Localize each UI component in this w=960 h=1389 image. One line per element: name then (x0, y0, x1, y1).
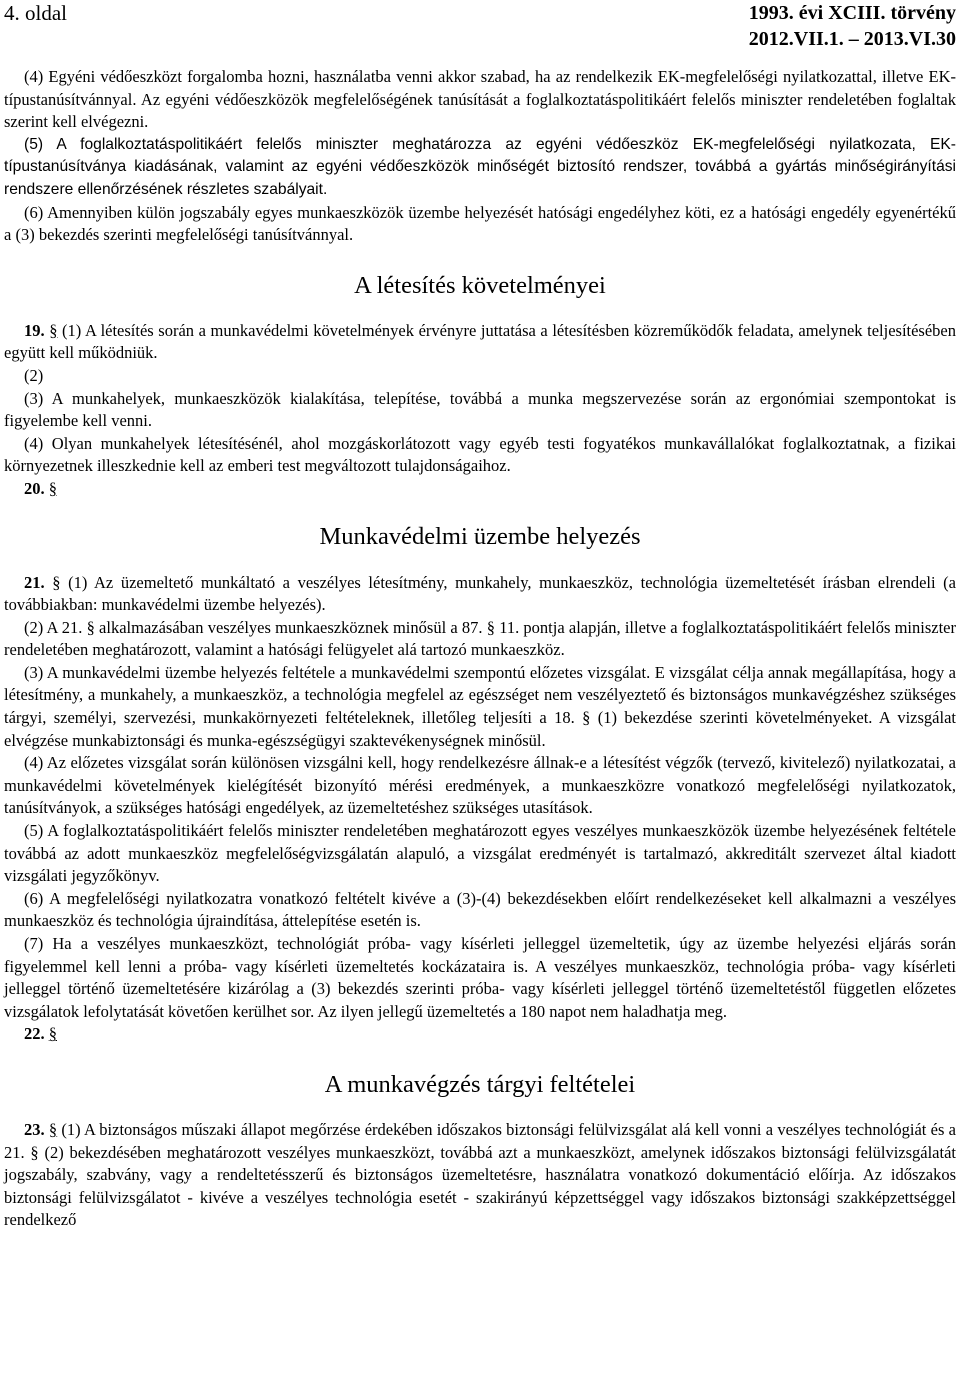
paragraph-21-2: (2) A 21. § alkalmazásában veszélyes munkaeszköznek minősül a 87. § 11. pontja alapján, illetve a foglalkoztatáspolitikáért felelős miniszter rendeletében meghatározott, valamint a hatósági felügyelet alá tartozó munkaeszköz. (4, 617, 956, 660)
law-title: 1993. évi XCIII. törvény (748, 2, 956, 24)
paragraph-19-1 (4, 320, 956, 365)
section-number-19: 19. (24, 320, 45, 340)
section-20 (4, 478, 956, 501)
paragraph-21-1 (4, 572, 956, 617)
paragraph-19-1-text: (1) A létesítés során a munkavédelmi követelmények érvényre juttatása a létesítésben közreműködők feladata, amelynek teljesítésében együtt kell működniük. (4, 320, 957, 363)
paragraph-19-2: (2) (24, 365, 44, 385)
section-22 (4, 1023, 956, 1046)
paragraph-23-1-text: (1) A biztonságos műszaki állapot megőrzése érdekében időszakos biztonsági felülvizsgálat alá kell vonni a veszélyes technológiát és a 21. § (2) bekezdésében meghatározott veszélyes munkaeszközt, továbbá azt a munkaeszközt, amelynek időszakos biztonsági felülvizsgálatát jogszabály, szabvány, vagy a rendeltetésszerű és biztonságos üzemeltetésre, használatra vonatkozó dokumentáció előírja. Az időszakos biztonsági felülvizsgálatot - kivéve a veszélyes technológia esetét - szakirányú képzettséggel vagy időszakos biztonsági szakképzettséggel rendelkező (4, 1119, 957, 1230)
paragraph-18-4: (4) Egyéni védőeszközt forgalomba hozni, használatba venni akkor szabad, ha az rendelkezik EK-megfelelőségi nyilatkozattal, illetve EK-típustanúsítvánnyal. Az egyéni védőeszközök megfelelőségének tanúsítását a foglalkoztatáspolitikáért felelős miniszter rendeletében foglaltak szerint kell elvégezni. (4, 67, 956, 132)
paragraph-19-4: (4) Olyan munkahelyek létesítésénél, ahol mozgáskorlátozott vagy egyéb testi fogyatékos munkavállalókat foglalkoztatnak, a fizikai környezetnek illeszkednie kell az emberi test megváltozott tulajdonságaihoz. (4, 433, 956, 476)
paragraph-21-3: (3) A munkavédelmi üzembe helyezés feltétele a munkavédelmi szempontú előzetes vizsgálat. E vizsgálat célja annak megállapítása, hogy a létesítmény, a munkahely, a munkaeszköz, a technológia megfelel az egészséget nem veszélyeztető és biztonságos munkavégzéshez szükséges tárgyi, személyi, szervezési, munkakörnyezeti feltételeknek, illetőleg teljesíti a 18. § (1) bekezdése szerinti követelményeket. A vizsgálat elvégzése munkabiztonsági és munka-egészségügyi szaktevékenységnek minősül. (4, 662, 956, 750)
document-body (4, 66, 956, 1232)
paragraph-21-1-text: (1) Az üzemeltető munkáltató a veszélyes létesítmény, munkahely, munkaeszköz, technológia üzemeltetését írásban elrendeli (a továbbiakban: munkavédelmi üzembe helyezés). (4, 572, 957, 615)
section-number-22: 22. (24, 1024, 45, 1044)
paragraph-18-5: (5) A foglalkoztatáspolitikáért felelős miniszter meghatározza az egyéni védőeszköz EK-megfelelőségi nyilatkozata, EK-típustanúsítványa kiadásának, valamint az egyéni védőeszközök minőségét biztosító rendszer, továbbá a gyártás minőségirányítási rendszere ellenőrzésének részletes szabályait. (4, 135, 956, 198)
paragraph-18-6: (6) Amennyiben külön jogszabály egyes munkaeszközök üzembe helyezését hatósági engedélyhez köti, ez a hatósági engedély egyenértékű a (3) bekezdés szerinti megfelelőségi tanúsítvánnyal. (4, 202, 956, 245)
paragraph-21-6: (6) A megfelelőségi nyilatkozatra vonatkozó feltételt kivéve a (3)-(4) bekezdésekben előírt rendelkezéseket kell alkalmazni a veszélyes munkaeszköz és technológia újraindítása, áttelepítése esetén is. (4, 888, 956, 931)
section-number-20: 20. (24, 478, 45, 498)
section-sign: § (52, 572, 61, 592)
paragraph-21-4: (4) Az előzetes vizsgálat során különösen vizsgálni kell, hogy rendelkezésre állnak-e a létesítést végzők (tervező, kivitelező) nyilatkozatai, a munkavédelmi követelmények kielégítését bizonyító mérési eredmények, a munkaeszközre vonatkozó megfelelőségi nyilatkozatok, tanúsítványok, a szükséges hatósági engedélyek, az üzemeltetéshez szükséges utasítások. (4, 753, 956, 818)
section-sign: § (49, 320, 58, 340)
law-validity-period: 2012.VII.1. – 2013.VI.30 (748, 28, 956, 50)
law-header (749, 0, 956, 52)
section-sign: § (48, 1024, 57, 1044)
paragraph-21-7: (7) Ha a veszélyes munkaeszközt, technológiát próba- vagy kísérleti jelleggel üzemeltetik, úgy az üzembe helyezési eljárás során figyelemmel kell lenni a próba- vagy kísérleti üzemeltetés kockázataira is. A veszélyes munkaeszköz, technológia próba- vagy kísérleti jelleggel történő üzemeltetésére kizárólag a (3) bekezdés szerinti próba- vagy kísérleti jelleggel történő üzemeltetéstől független előzetes vizsgálatok lefolytatását követően kerülhet sor. Az ilyen jellegű üzemeltetés a 180 napot nem haladhatja meg. (4, 934, 956, 1021)
heading-uzembe-helyezes: Munkavédelmi üzembe helyezés (319, 522, 641, 550)
paragraph-21-5: (5) A foglalkoztatáspolitikáért felelős miniszter rendeletében meghatározott egyes veszélyes munkaeszközök üzembe helyezésének feltétele továbbá az adott munkaeszköz megfelelőségvizsgálatán alapuló, a vizsgálat eredményét is tartalmazó, akkreditált szervezet által kiadott vizsgálati jegyzőkönyv. (4, 821, 956, 886)
section-number-21: 21. (24, 572, 45, 592)
paragraph-23-1 (4, 1119, 956, 1232)
heading-targyi-feltetelek: A munkavégzés tárgyi feltételei (324, 1070, 636, 1098)
section-sign: § (48, 1119, 58, 1139)
paragraph-19-3: (3) A munkahelyek, munkaeszközök kialakítása, telepítése, továbbá a munka megszervezése során az ergonómiai szempontokat is figyelembe kell venni. (4, 388, 956, 431)
heading-letesites: A létesítés követelményei (354, 271, 606, 299)
section-sign: § (48, 478, 57, 498)
page-number: 4. oldal (4, 1, 67, 25)
section-number-23: 23. (24, 1119, 45, 1139)
